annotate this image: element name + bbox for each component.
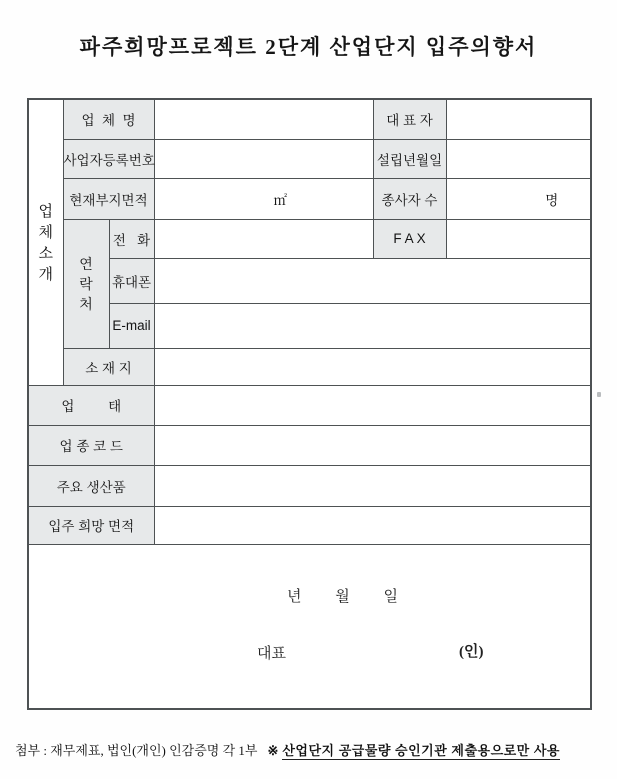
main-products-value-cell bbox=[154, 465, 591, 506]
ceo-value-cell bbox=[446, 99, 591, 139]
intent-form-table bbox=[27, 98, 592, 710]
section-char: 체 bbox=[38, 224, 53, 242]
page-title: 파주희망프로젝트 2단계 산업단지 입주의향서 bbox=[79, 35, 538, 59]
email-label: E-mail bbox=[109, 303, 154, 348]
desired-area-value-cell bbox=[154, 506, 591, 544]
company-name-label: 업 체 명 bbox=[63, 99, 154, 139]
fax-label: F A X bbox=[373, 219, 446, 258]
section-char: 업 bbox=[38, 203, 53, 221]
business-type-label: 업 태 bbox=[28, 385, 154, 425]
biz-reg-no-value-cell bbox=[154, 139, 373, 178]
employees-value-cell: 명 bbox=[446, 178, 591, 219]
footer-note bbox=[15, 740, 560, 759]
seal-label: (인) bbox=[459, 643, 484, 660]
reference-mark: ※ bbox=[267, 743, 279, 758]
phone-label: 전 화 bbox=[109, 219, 154, 258]
section-char: 개 bbox=[38, 266, 53, 284]
desired-area-label: 입주 희망 면적 bbox=[28, 506, 154, 544]
ceo-label: 대 표 자 bbox=[373, 99, 446, 139]
email-value-cell bbox=[154, 303, 591, 348]
representative-label: 대표 bbox=[257, 645, 286, 662]
address-value-cell bbox=[154, 348, 591, 385]
contact-char: 락 bbox=[79, 275, 93, 292]
section-label-vertical bbox=[29, 200, 63, 284]
phone-value-cell bbox=[154, 219, 373, 258]
industry-code-value-cell bbox=[154, 425, 591, 465]
fax-value-cell bbox=[446, 219, 591, 258]
contact-char: 처 bbox=[79, 295, 93, 312]
business-type-value-cell bbox=[154, 385, 591, 425]
site-area-value-cell: ㎡ bbox=[154, 178, 373, 219]
footer-attachment-text: 첨부 : 재무제표, 법인(개인) 인감증명 각 1부 bbox=[15, 743, 258, 758]
signature-date-line: 년 월 일 bbox=[287, 588, 398, 605]
industry-code-label: 업 종 코 드 bbox=[28, 425, 154, 465]
section-label-company-intro bbox=[28, 99, 63, 385]
establish-date-value-cell bbox=[446, 139, 591, 178]
signature-area bbox=[28, 544, 591, 709]
main-products-label: 주요 생산품 bbox=[28, 465, 154, 506]
biz-reg-no-label: 사업자등록번호 bbox=[63, 139, 154, 178]
section-char: 소 bbox=[38, 245, 53, 263]
contact-section-label bbox=[63, 219, 109, 348]
company-name-value-cell bbox=[154, 99, 373, 139]
footer-usage-note: 산업단지 공급물량 승인기관 제출용으로만 사용 bbox=[282, 743, 560, 758]
contact-label-vertical bbox=[64, 254, 109, 314]
address-label: 소 재 지 bbox=[63, 348, 154, 385]
scan-artifact bbox=[597, 392, 601, 397]
employees-label: 종사자 수 bbox=[373, 178, 446, 219]
contact-char: 연 bbox=[79, 255, 93, 272]
site-area-label: 현재부지면적 bbox=[63, 178, 154, 219]
establish-date-label: 설립년월일 bbox=[373, 139, 446, 178]
mobile-label: 휴대폰 bbox=[109, 258, 154, 303]
mobile-value-cell bbox=[154, 258, 591, 303]
